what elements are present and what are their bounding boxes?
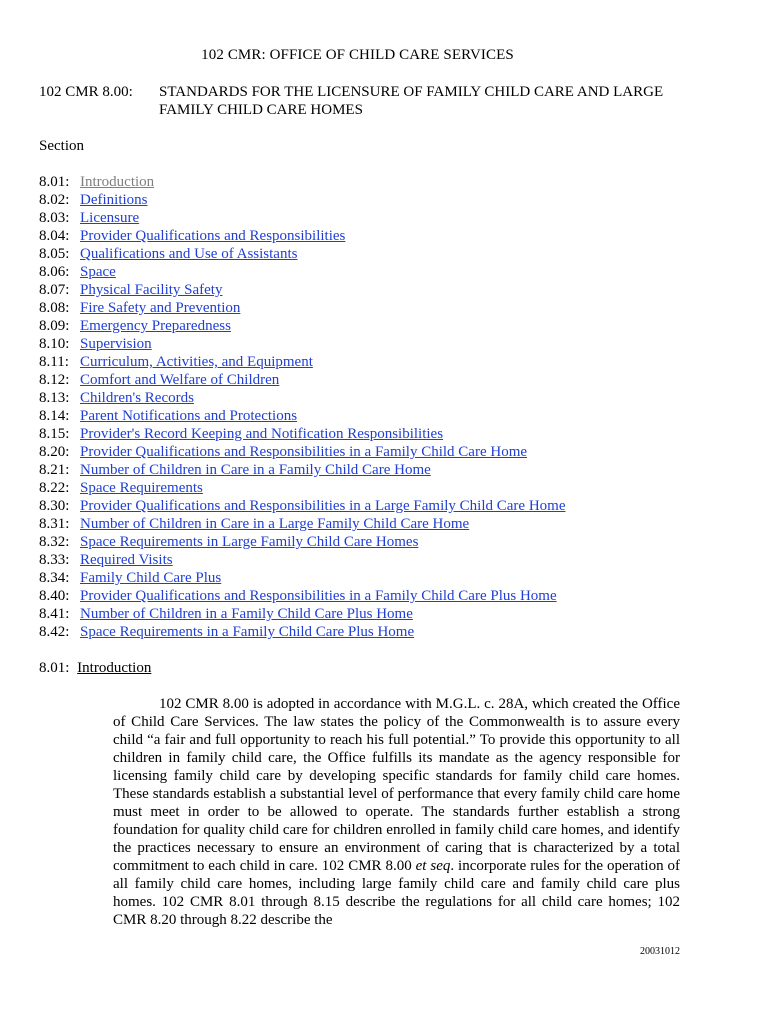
toc-item	[39, 533, 699, 551]
page-header-title: 102 CMR: OFFICE OF CHILD CARE SERVICES	[201, 47, 514, 63]
toc-item-number: 8.40:	[39, 588, 70, 604]
toc-item-number: 8.10:	[39, 336, 70, 352]
toc-link[interactable]: Children's Records	[80, 390, 194, 406]
toc-link[interactable]: Space	[80, 264, 116, 280]
toc-item	[39, 317, 699, 335]
toc-link[interactable]: Parent Notifications and Protections	[80, 408, 298, 424]
toc-item	[39, 443, 699, 461]
toc-link[interactable]: Comfort and Welfare of Children	[80, 372, 280, 388]
toc-item-number: 8.20:	[39, 444, 70, 460]
toc-item-number: 8.34:	[39, 570, 70, 586]
toc-item	[39, 263, 699, 281]
toc-item-number: 8.06:	[39, 264, 70, 280]
toc-item-number: 8.32:	[39, 534, 70, 550]
toc-item	[39, 407, 699, 425]
section-heading-title: Introduction	[77, 660, 152, 676]
toc-item	[39, 299, 699, 317]
toc-item-number: 8.01:	[39, 174, 70, 190]
toc-link[interactable]: Family Child Care Plus	[80, 570, 222, 586]
toc-item	[39, 461, 699, 479]
toc-link[interactable]: Space Requirements in Large Family Child Care Homes	[80, 534, 419, 550]
toc-item-number: 8.22:	[39, 480, 70, 496]
toc-link[interactable]: Provider Qualifications and Responsibilities in a Family Child Care Plus Home	[80, 588, 557, 604]
toc-item	[39, 173, 699, 191]
toc-link[interactable]: Qualifications and Use of Assistants	[80, 246, 298, 262]
toc-item-number: 8.11:	[39, 354, 69, 370]
toc-link[interactable]: Space Requirements	[80, 480, 203, 496]
toc-item-number: 8.03:	[39, 210, 70, 226]
toc-link[interactable]: Licensure	[80, 210, 140, 226]
toc-item	[39, 587, 699, 605]
introduction-paragraph	[113, 695, 680, 929]
toc-link[interactable]: Number of Children in Care in a Large Family Child Care Home	[80, 516, 470, 532]
toc-link[interactable]: Provider Qualifications and Responsibilities in a Family Child Care Home	[80, 444, 528, 460]
toc-item-number: 8.13:	[39, 390, 70, 406]
toc-item-number: 8.33:	[39, 552, 70, 568]
toc-item-number: 8.12:	[39, 372, 70, 388]
toc-item	[39, 245, 699, 263]
toc-link[interactable]: Provider Qualifications and Responsibilities	[80, 228, 346, 244]
toc-item	[39, 479, 699, 497]
toc-link[interactable]: Provider Qualifications and Responsibilities in a Large Family Child Care Home	[80, 498, 566, 514]
toc-item-number: 8.21:	[39, 462, 70, 478]
toc-item-number: 8.09:	[39, 318, 70, 334]
toc-item	[39, 605, 699, 623]
toc-link[interactable]: Provider's Record Keeping and Notification Responsibilities	[80, 426, 444, 442]
toc-item	[39, 515, 699, 533]
paragraph-text-part1: 102 CMR 8.00 is adopted in accordance with M.G.L. c. 28A, which created the Office of Child Care Services. The law states the policy of the Commonwealth is to assure every child “a fair and full opportunity to reach his full potential.” To provide this opportunity to all children in family child care, the Office fulfills its mandate as the agency responsible for licensing family child care by developing specific standards for family child care homes. These standards establish a substantial level of performance that every family child care home must meet in order to be allowed to operate. The standards further establish a strong foundation for quality child care for children enrolled in family child care homes, and identify the practices necessary to ensure an environment of caring that is characterized by a total commitment to each child in care. 102 CMR 8.00	[113, 696, 680, 874]
toc-link[interactable]: Definitions	[80, 192, 148, 208]
toc-link[interactable]: Required Visits	[80, 552, 173, 568]
toc-link[interactable]: Emergency Preparedness	[80, 318, 231, 334]
toc-item	[39, 281, 699, 299]
toc-link[interactable]: Fire Safety and Prevention	[80, 300, 241, 316]
toc-link[interactable]: Curriculum, Activities, and Equipment	[80, 354, 313, 370]
toc-item-number: 8.04:	[39, 228, 70, 244]
paragraph-emphasis: et seq	[415, 858, 451, 874]
toc-link[interactable]: Supervision	[80, 336, 152, 352]
section-heading	[39, 660, 151, 677]
section-label: Section	[39, 138, 84, 154]
toc-item	[39, 551, 699, 569]
toc-item-number: 8.08:	[39, 300, 70, 316]
toc-item-number: 8.31:	[39, 516, 70, 532]
toc-item-number: 8.02:	[39, 192, 70, 208]
toc-item	[39, 569, 699, 587]
toc-item-number: 8.07:	[39, 282, 70, 298]
toc-item	[39, 389, 699, 407]
toc-item-number: 8.30:	[39, 498, 70, 514]
toc-item-number: 8.15:	[39, 426, 70, 442]
toc-link[interactable]: Introduction	[80, 174, 155, 190]
toc-link[interactable]: Physical Facility Safety	[80, 282, 223, 298]
toc-item	[39, 623, 699, 641]
toc-item	[39, 335, 699, 353]
toc-item	[39, 353, 699, 371]
section-heading-number: 8.01:	[39, 660, 70, 676]
toc-item-number: 8.05:	[39, 246, 70, 262]
toc-item	[39, 227, 699, 245]
table-of-contents	[39, 173, 699, 641]
regulation-number: 102 CMR 8.00:	[39, 84, 133, 100]
toc-item	[39, 497, 699, 515]
toc-link[interactable]: Number of Children in Care in a Family Child Care Home	[80, 462, 431, 478]
toc-item	[39, 371, 699, 389]
footer-code: 20031012	[640, 946, 680, 957]
toc-link[interactable]: Space Requirements in a Family Child Care Plus Home	[80, 624, 415, 640]
toc-item	[39, 209, 699, 227]
regulation-title: STANDARDS FOR THE LICENSURE OF FAMILY CHILD CARE AND LARGE FAMILY CHILD CARE HOMES	[159, 84, 664, 118]
toc-item-number: 8.41:	[39, 606, 70, 622]
toc-link[interactable]: Number of Children in a Family Child Care Plus Home	[80, 606, 413, 622]
toc-item	[39, 425, 699, 443]
toc-item-number: 8.42:	[39, 624, 70, 640]
toc-item	[39, 191, 699, 209]
toc-item-number: 8.14:	[39, 408, 70, 424]
paragraph-text-part2: . incorporate rules for the operation of all family child care homes, including large family child care and family child care plus homes. 102 CMR 8.01 through 8.15 describe the regulations for all child care homes; 102 CMR 8.20 through 8.22 describe the	[113, 858, 680, 928]
